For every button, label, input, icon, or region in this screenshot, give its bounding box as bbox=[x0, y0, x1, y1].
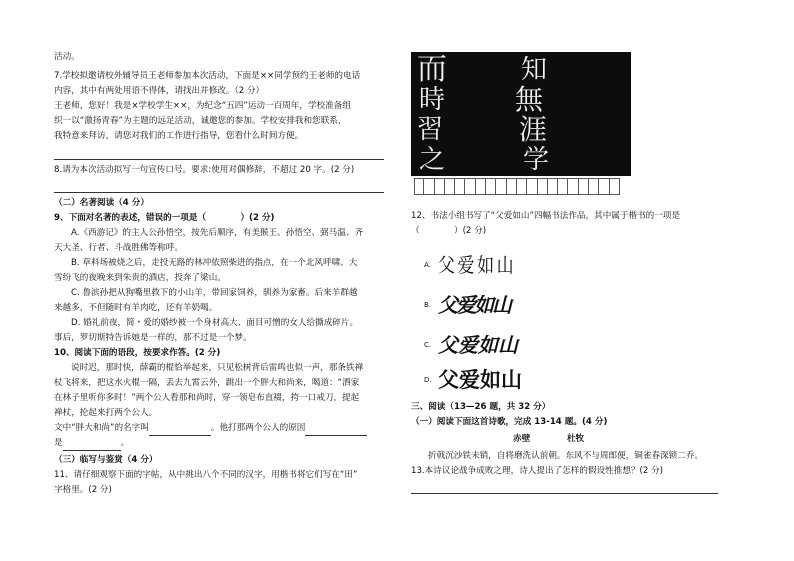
callig-char: 無 bbox=[515, 83, 544, 116]
text-line: 活动。 bbox=[54, 52, 80, 62]
question-13: 13.本诗议论战争成败之理，诗人提出了怎样的假设性推想？(2 分) bbox=[411, 466, 664, 476]
ask-text: 。他打那两个公人的原因 bbox=[210, 423, 306, 433]
grid-cell[interactable] bbox=[476, 178, 486, 195]
section-heading: （三）临写与鉴赏（4 分） bbox=[54, 455, 158, 465]
tianzi-grid[interactable] bbox=[414, 178, 620, 195]
subsection-heading: （一）阅读下面这首诗歌，完成 13-14 题。(4 分) bbox=[411, 417, 608, 427]
grid-cell[interactable] bbox=[465, 178, 475, 195]
poem-heading bbox=[411, 432, 741, 447]
question-11-cont: 字格里。(2 分) bbox=[54, 485, 112, 495]
grid-cell[interactable] bbox=[558, 178, 568, 195]
poem-author: 杜牧 bbox=[566, 434, 585, 444]
callig-char: 涯 bbox=[519, 113, 548, 146]
question-10: 10、阅读下面的语段，按要求作答。(2 分) bbox=[54, 348, 221, 358]
answer-line[interactable] bbox=[54, 159, 384, 160]
callig-char: 時 bbox=[419, 85, 446, 115]
text-line: 织一以“激扬青春”为主题的远足活动，诚邀您的参加。学校安排我和您联系， bbox=[54, 116, 347, 126]
passage-line: 杖飞将来，把这水火棍一隔，丢去九霄云外，跳出一个胖大和尚来，喝道：“洒家 bbox=[54, 378, 360, 388]
question-12-cont: （ ）(2 分) bbox=[411, 226, 487, 236]
grid-cell[interactable] bbox=[538, 178, 548, 195]
calligraphy-rubbing-image bbox=[411, 52, 631, 176]
grid-cell[interactable] bbox=[579, 178, 589, 195]
text-line: 内容，其中有两处用语不得体，请找出并修改。（2 分） bbox=[54, 86, 265, 96]
grid-cell[interactable] bbox=[610, 178, 620, 195]
callig-char: 知 bbox=[521, 55, 548, 85]
grid-cell[interactable] bbox=[486, 178, 496, 195]
callig-char: 習 bbox=[417, 115, 444, 145]
poem-body: 折戟沉沙铁未销，自将磨洗认前朝。东风不与周郎便，铜雀春深锁二乔。 bbox=[428, 451, 704, 461]
answer-line[interactable] bbox=[411, 493, 718, 494]
grid-cell[interactable] bbox=[424, 178, 434, 195]
callig-char: 学 bbox=[523, 145, 550, 175]
option-a-cont: 天大圣、行者、斗战胜佛等称呼。 bbox=[54, 243, 183, 253]
option-d-cont: 事后，罗切斯特告诉她是一样的，那不过是一个梦。 bbox=[54, 333, 252, 343]
calligraphy-cursive-script: 父爱如山 bbox=[438, 293, 510, 317]
section-heading: （二）名著阅读（4 分） bbox=[54, 198, 149, 208]
option-b-cont: 雪纷飞的夜晚来到朱贵的酒店，投奔了梁山。 bbox=[54, 273, 226, 283]
passage-line: 在林子里听你多时！”两个公人看那和尚时，穿一领皂布直裰，挎一口戒刀，提起 bbox=[54, 393, 360, 403]
question-12-text: 12、书法小组书写了“父爱如山”四幅书法作品，其中属于楷书的一项是 bbox=[411, 211, 681, 221]
option-b: B. 草料场被烧之后，走投无路的林冲依照柴进的指点，在一个北风呼啸、大 bbox=[71, 258, 358, 268]
grid-cell[interactable] bbox=[445, 178, 455, 195]
calligraphy-running-script: 父爱如山 bbox=[438, 333, 518, 357]
ask-text: 。 bbox=[120, 438, 130, 448]
calligraphy-regular-script: 父爱如山 bbox=[438, 368, 522, 392]
question-8: 8.请为本次活动拟写一句宣传口号。要求:使用对偶修辞，不超过 20 字。(2 分) bbox=[54, 165, 355, 175]
section-heading: 三、阅读（13—26 题，共 32 分） bbox=[411, 402, 551, 412]
grid-cell[interactable] bbox=[414, 178, 424, 195]
poem-title: 赤壁 bbox=[513, 434, 531, 444]
reading-section bbox=[411, 400, 741, 494]
answer-blank[interactable] bbox=[63, 450, 121, 451]
question-12 bbox=[411, 209, 741, 239]
answer-line[interactable] bbox=[54, 192, 384, 193]
grid-cell[interactable] bbox=[548, 178, 558, 195]
grid-cell[interactable] bbox=[568, 178, 578, 195]
callig-char: 而 bbox=[417, 52, 447, 87]
left-column bbox=[54, 50, 386, 498]
question-9: 9、下面对名著的表述，错误的一项是（ ）(2 分) bbox=[54, 213, 275, 223]
option-label: C. bbox=[424, 341, 432, 349]
passage-line: 禅杖，抡起来打两个公人。 bbox=[54, 408, 158, 418]
question-11: 11、请仔细观察下面的字帖，从中挑出八个不同的汉字，用楷书将它们写在“田” bbox=[54, 470, 358, 480]
option-label: A. bbox=[424, 261, 431, 269]
option-label: D. bbox=[424, 376, 432, 384]
answer-blank[interactable] bbox=[149, 435, 211, 436]
calligraphy-seal-script: 父爱如山 bbox=[438, 253, 517, 277]
grid-cell[interactable] bbox=[599, 178, 609, 195]
ask-text: 是 bbox=[54, 438, 63, 448]
answer-blank[interactable] bbox=[305, 435, 367, 436]
text-line: 王老师，您好！我是×学校学生××，为纪念“五四”运动一百周年，学校准备组 bbox=[54, 101, 351, 111]
option-c: C. 鲁滨孙把从狗嘴里救下的小山羊，带回家饲养，驯养为家畜。后来羊群越 bbox=[71, 288, 358, 298]
grid-cell[interactable] bbox=[589, 178, 599, 195]
ask-text: 文中“胖大和尚”的名字叫 bbox=[54, 423, 149, 433]
question-7: 7.学校拟邀请校外辅导员王老师参加本次活动，下面是××同学预约王老师的电话 bbox=[54, 71, 361, 81]
text-line: 我特意来拜访，请您对我们的工作进行指导，您看什么时间方便。 bbox=[54, 131, 304, 141]
option-a: A.《西游记》的主人公孙悟空，按先后顺序，有美猴王、孙悟空、弼马温、齐 bbox=[71, 228, 364, 238]
question-10-ask bbox=[54, 421, 386, 436]
option-label: B. bbox=[424, 301, 432, 309]
passage-line: 说时迟，那时快，薛霸的棍恰举起来，只见松树背后雷鸣也似一声，那条铁禅 bbox=[71, 363, 364, 373]
grid-cell[interactable] bbox=[517, 178, 527, 195]
grid-cell[interactable] bbox=[496, 178, 506, 195]
grid-cell[interactable] bbox=[527, 178, 537, 195]
option-c-cont: 来越多，不但随时有羊肉吃，还有羊奶喝。 bbox=[54, 303, 218, 313]
grid-cell[interactable] bbox=[507, 178, 517, 195]
option-d: D. 婚礼前夜，简・爱的婚纱被一个身材高大、面目可憎的女人给撕成碎片。 bbox=[71, 318, 359, 328]
callig-char: 之 bbox=[419, 145, 446, 175]
grid-cell[interactable] bbox=[435, 178, 445, 195]
grid-cell[interactable] bbox=[455, 178, 465, 195]
question-10-ask-end bbox=[54, 436, 386, 451]
